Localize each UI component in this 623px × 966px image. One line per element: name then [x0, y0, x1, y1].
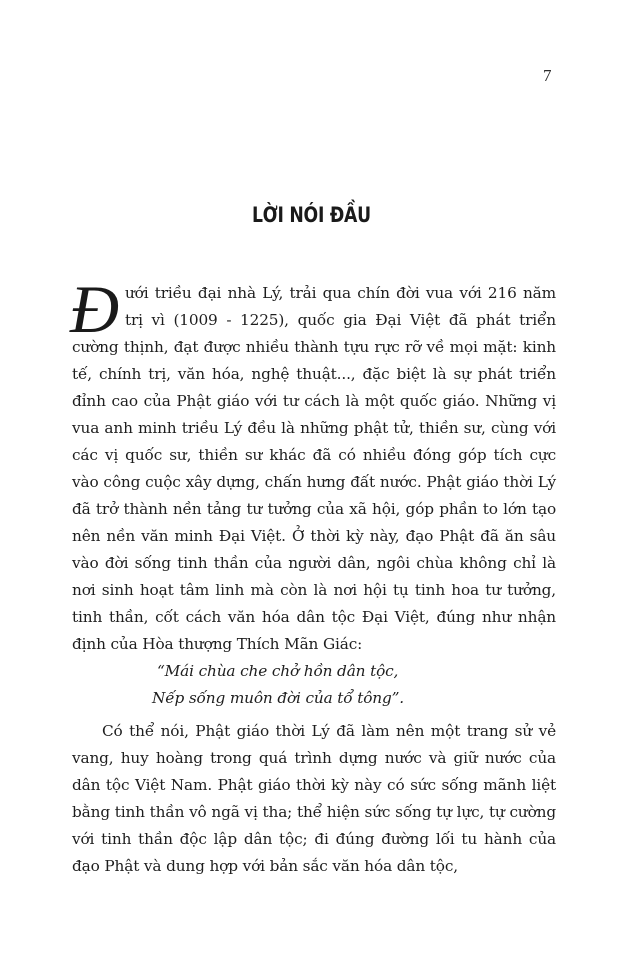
quote-line-2: Nếp sống muôn đời của tổ tông”.	[152, 689, 405, 707]
page-number: 7	[543, 66, 552, 85]
quote-line-1: “Mái chùa che chở hồn dân tộc,	[157, 662, 399, 680]
paragraph-first	[70, 271, 556, 658]
paragraph-first-text: ưới triều đại nhà Lý, trải qua chín đời vua với 216 năm trị vì (1009 - 1225), quốc gia Đại Việt đã phát triển cường thịnh, đạt được nhiều thành tựu rực rỡ về mọi mặt: kinh tế, chính trị, văn hóa, nghệ thuật..., đặc biệt là sự phát triển đỉnh cao của Phật giáo với tư cách là một quốc giáo. Những vị vua anh minh triều Lý đều là những phật tử, thiền sư, cùng với các vị quốc sư, thiền sư khác đã có nhiều đóng góp tích cực vào công cuộc xây dựng, chấn hưng đất nước. Phật giáo thời Lý đã trở thành nền tảng tư tưởng của xã hội, góp phần to lớn tạo nên nền văn minh Đại Việt. Ở thời kỳ này, đạo Phật đã ăn sâu vào đời sống tinh thần của người dân, ngôi chùa không chỉ là nơi sinh hoạt tâm linh mà còn là nơi hội tụ tinh hoa tư tưởng, tinh thần, cốt cách văn hóa dân tộc Đại Việt, đúng như nhận định của Hòa thượng Thích Mãn Giác:	[72, 284, 556, 653]
drop-cap: Đ	[70, 271, 119, 347]
body-text	[70, 271, 556, 880]
paragraph-second: Có thể nói, Phật giáo thời Lý đã làm nên một trang sử vẻ vang, huy hoàng trong quá trình dựng nước và giữ nước của dân tộc Việt Nam. Phật giáo thời kỳ này có sức sống mãnh liệt bằng tinh thần vô ngã vị tha; thể hiện sức sống tự lực, tự cường với tinh thần độc lập dân tộc; đi đúng đường lối tu hành của đạo Phật và dung hợp với bản sắc văn hóa dân tộc,	[72, 722, 556, 875]
chapter-title: LỜI NÓI ĐẦU	[251, 203, 371, 227]
